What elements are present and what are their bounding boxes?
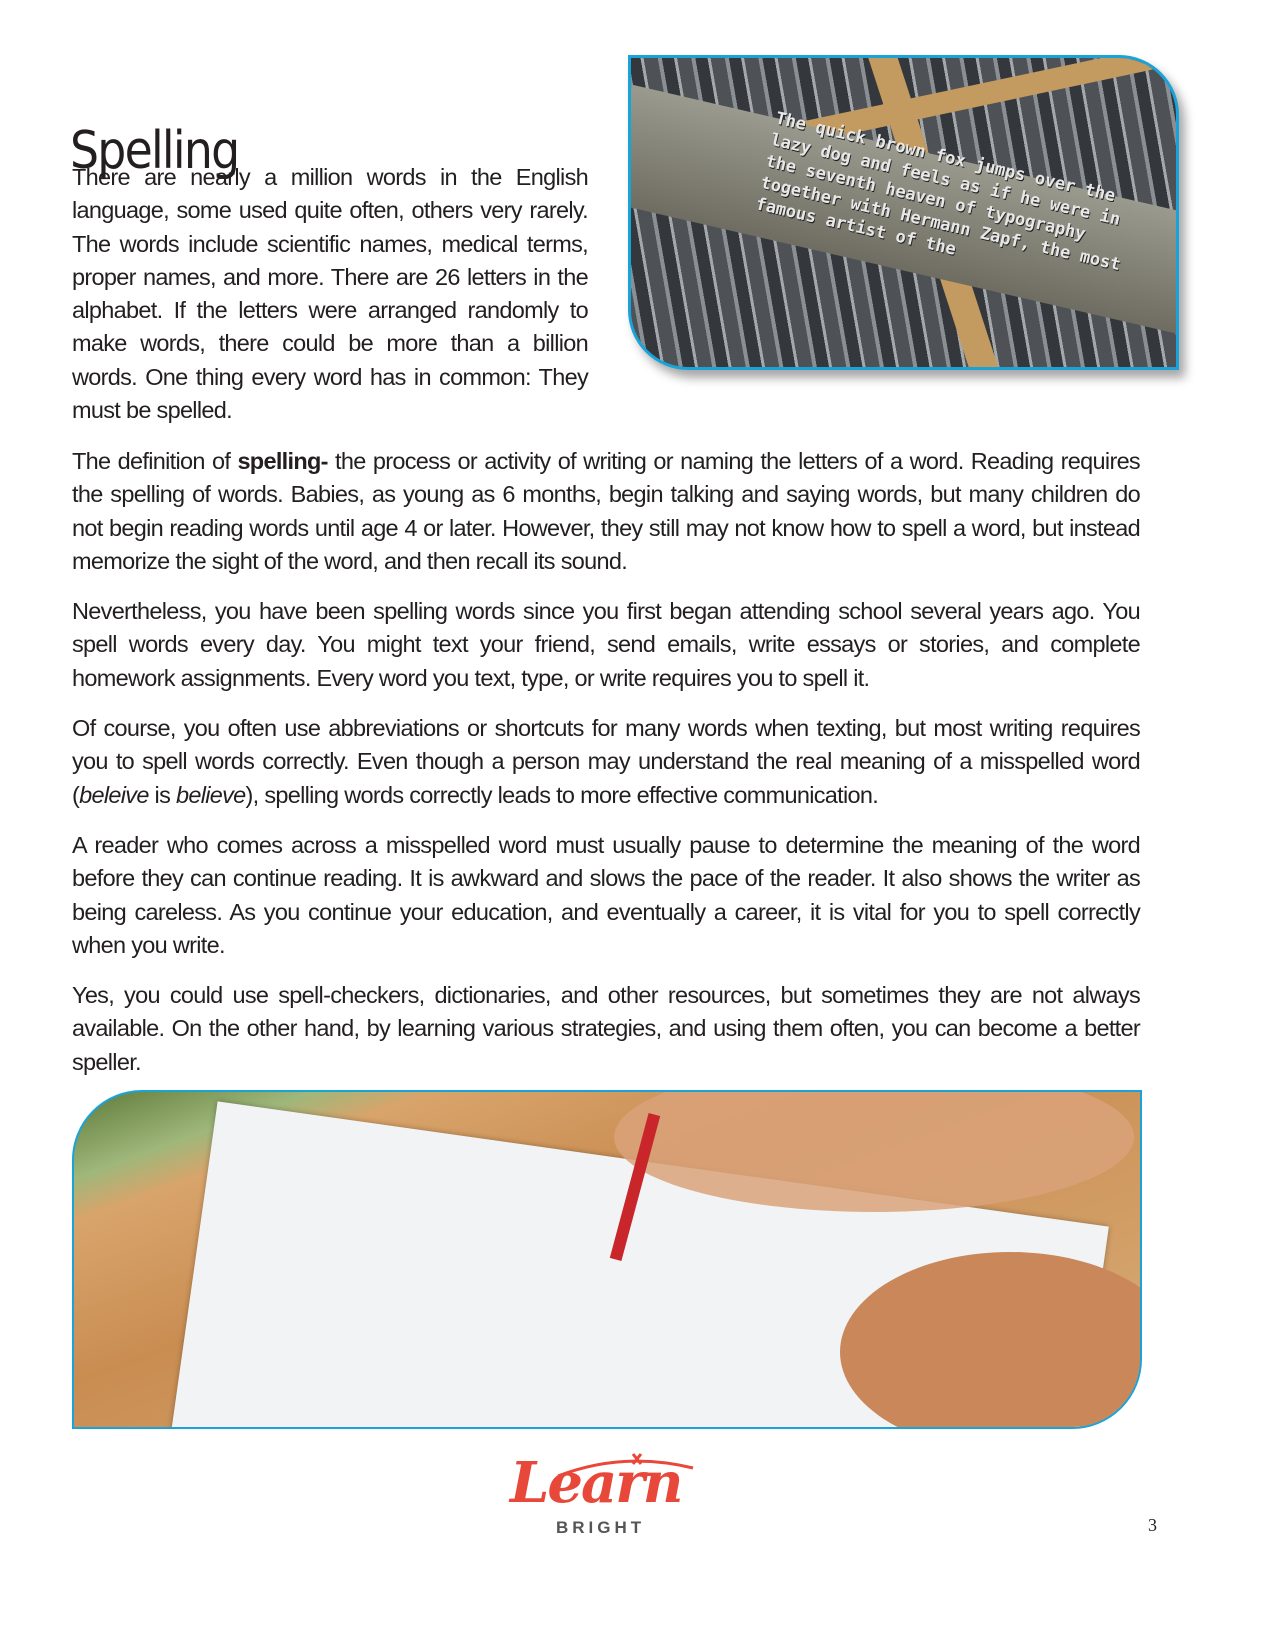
paragraph: Nevertheless, you have been spelling words since you first began attending school several years ago. You spell words every day. You might text your friend, send emails, write essays or stories, and complete homework assignments. Every word you text, type, or write requires you to spell it.	[72, 598, 1140, 691]
logo-word: Learn	[510, 1450, 682, 1516]
text: Of course, you often use abbreviations or shortcuts for many words when texting, but most writing requires you to spell words correctly. Even though a person may understand the real meaning of a misspelled word (	[72, 715, 1140, 808]
page-number: 3	[1148, 1515, 1157, 1535]
logo-subtitle: BRIGHT	[556, 1518, 646, 1537]
paragraph	[72, 712, 1140, 812]
correct-word: believe	[175, 781, 246, 808]
text: the process or activity of writing or naming the letters of a word. Reading requires the spelling of words. Babies, as young as 6 months, begin talking and saying words, but many children do not begin reading words until age 4 or later. However, they still may not know how to spell a word, but instead memorize the sight of the word, and then recall its sound.	[72, 448, 1140, 574]
text: ), spelling words correctly leads to more effective communication.	[245, 781, 879, 808]
typeset-text: The quick brown fox jumps over the lazy dog and feels as if he were in the seventh heaven of typography together with Hermann Zapf, the most famous artist of the	[753, 108, 1123, 276]
typography-photo	[628, 55, 1179, 370]
paragraph: Yes, you could use spell-checkers, dictionaries, and other resources, but sometimes they are not always available. On the other hand, by learning various strategies, and using them often, you can become a better speller.	[72, 982, 1140, 1075]
page-title: Spelling	[70, 120, 239, 181]
term: spelling-	[237, 448, 328, 474]
misspelled-word: beleive	[79, 781, 149, 808]
text: is	[148, 781, 176, 808]
paragraph: A reader who comes across a misspelled word must usually pause to determine the meaning of the word before they can continue reading. It is awkward and slows the pace of the reader. It also shows the writer as being careless. As you continue your education, and eventually a career, it is vital for you to spell correctly when you write.	[72, 831, 1140, 958]
intro-paragraph: There are nearly a million words in the English language, some used quite often, others very rarely. The words include scientific names, medical terms, proper names, and more. There are 26 letters in the alphabet. If the letters were arranged randomly to make words, there could be more than a billion words. One thing every word has in common: They must be spelled.	[72, 164, 588, 424]
text: The definition of	[72, 448, 238, 474]
definition-paragraph	[72, 445, 1140, 578]
proofreading-photo	[72, 1090, 1142, 1429]
learn-bright-logo	[508, 1450, 698, 1545]
